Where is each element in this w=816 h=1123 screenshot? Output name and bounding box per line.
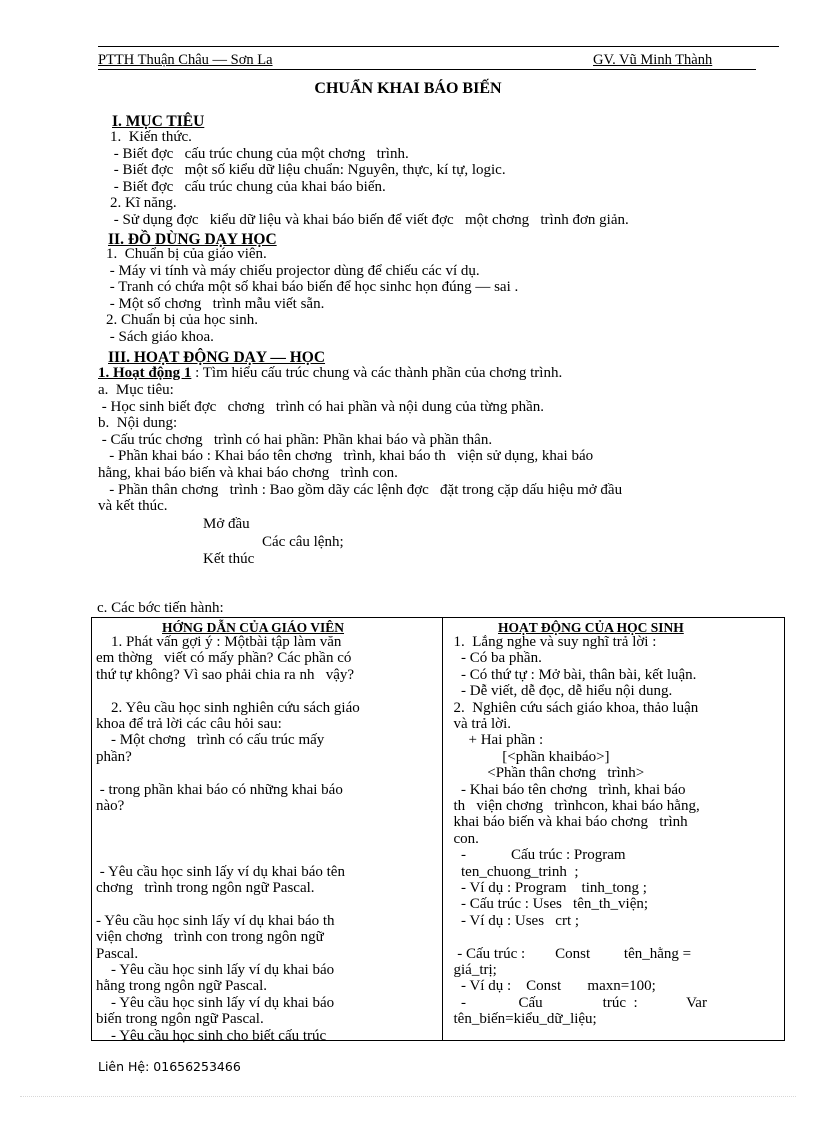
teacher-cell-line: phần? <box>96 748 132 765</box>
section-3-line: và kết thúc. <box>98 498 168 515</box>
section-2-line: - Sách giáo khoa. <box>106 329 214 345</box>
teacher-cell-line: chơng trình trong ngôn ngữ Pascal. <box>96 880 315 896</box>
teacher-cell-line: - Yêu cầu học sinh lấy ví dụ khai báo tên <box>96 863 345 880</box>
activity-1-line <box>98 365 562 382</box>
student-cell-line: 2. Nghiên cứu sách giáo khoa, thảo luận <box>446 699 699 716</box>
teacher-cell-line: - Yêu cầu học sinh cho biết cấu trúc <box>96 1027 327 1044</box>
student-cell-line: - Khai báo tên chơng trình, khai báo <box>446 781 686 798</box>
student-cell-line: - Cấu trúc : Var <box>446 994 707 1011</box>
student-cell-line: + Hai phần : <box>446 732 544 749</box>
table-column-divider <box>442 618 443 1040</box>
student-cell-line: [<phần khaibáo>] <box>446 748 610 765</box>
section-2-heading: II. ĐỒ DÙNG DẠY HỌC <box>108 231 277 248</box>
teacher-cell-line: - Yêu cầu học sinh lấy ví dụ khai báo <box>96 994 335 1011</box>
student-cell-line: giá_trị; <box>446 962 497 978</box>
teacher-cell-line: - Một chơng trình có cấu trúc mấy <box>96 732 325 749</box>
student-cell-line: và trả lời. <box>446 716 511 732</box>
teacher-cell-line: viện chơng trình con trong ngôn ngữ <box>96 929 324 946</box>
steps-heading: c. Các bớc tiến hành: <box>97 600 224 616</box>
header-bottom-rule <box>98 69 756 70</box>
section-1-line: - Biết đợc cấu trúc chung của khai báo biến. <box>110 178 386 195</box>
section-1-line: - Biết đợc cấu trúc chung của một chơng trình. <box>110 145 409 162</box>
section-3-line: b. Nội dung: <box>98 415 178 432</box>
teacher-cell-line: Pascal. <box>96 945 139 962</box>
section-2-line: - Máy vi tính và máy chiếu projector dùng để chiếu các ví dụ. <box>106 262 480 279</box>
section-3-heading: III. HOẠT ĐỘNG DẠY — HỌC <box>108 349 326 366</box>
teacher-cell-line: biến trong ngôn ngữ Pascal. <box>96 1011 264 1028</box>
student-cell-line: ten_chuong_trinh ; <box>446 863 579 880</box>
footer-contact: Liên Hệ: 01656253466 <box>98 1059 241 1074</box>
student-cell-line: th viện chơng trìnhcon, khai báo hằng, <box>446 798 700 814</box>
section-3-line: - Phần thân chơng trình : Bao gồm dãy các lệnh đợc đặt trong cặp dấu hiệu mở đầu <box>98 481 623 498</box>
activity-1-label: 1. Hoạt động 1 <box>98 365 192 381</box>
teacher-cell-line: - trong phần khai báo có những khai báo <box>96 781 343 798</box>
student-cell-line: 1. Lắng nghe và suy nghĩ trả lời : <box>446 634 657 650</box>
section-2-line: - Một số chơng trình mẫu viết sẵn. <box>106 295 325 312</box>
student-cell-line: - Ví dụ : Uses crt ; <box>446 912 580 929</box>
section-2-line: - Tranh có chứa một số khai báo biến để học sinhc họn đúng — sai . <box>106 279 519 296</box>
section-2-line: 1. Chuẩn bị của giáo viên. <box>106 246 267 262</box>
section-3-line: - Cấu trúc chơng trình có hai phần: Phần khai báo và phần thân. <box>98 431 493 448</box>
section-3-line: a. Mục tiêu: <box>98 382 174 398</box>
student-cell-line: - Có ba phần. <box>446 650 542 667</box>
teacher-column-header: HỚNG DẪN CỦA GIÁO VIÊN <box>162 620 345 635</box>
teacher-cell-line: - Yêu cầu học sinh lấy ví dụ khai báo <box>96 962 335 978</box>
section-1-heading: I. MỤC TIÊU <box>112 113 205 130</box>
student-cell-line: tên_biến=kiểu_dữ_liệu; <box>446 1011 597 1028</box>
section-3-line: - Học sinh biết đợc chơng trình có hai phần và nội dung của từng phần. <box>98 398 544 415</box>
student-cell-line: - Ví dụ : Program tinh_tong ; <box>446 880 647 896</box>
code-body: Các câu lệnh; <box>262 534 344 550</box>
section-1-line: 2. Kĩ năng. <box>110 195 177 212</box>
header-top-rule <box>98 46 779 47</box>
student-cell-line: - Cấu trúc : Program <box>446 847 626 864</box>
teacher-cell-line: 2. Yêu cầu học sinh nghiên cứu sách giáo <box>96 699 360 716</box>
teacher-cell-line: hằng trong ngôn ngữ Pascal. <box>96 978 268 995</box>
teacher-cell-line: 1. Phát vấn gợi ý : Mộtbài tập làm văn <box>96 634 342 650</box>
section-1-line: - Biết đợc một số kiểu dữ liệu chuẩn: Nguyên, thực, kí tự, logic. <box>110 162 506 179</box>
student-cell-line: con. <box>446 830 479 847</box>
activity-1-text: : Tìm hiểu cấu trúc chung và các thành phần của chơng trình. <box>191 365 563 381</box>
section-1-line: 1. Kiến thức. <box>110 129 192 145</box>
code-open: Mở đầu <box>203 516 250 532</box>
teacher-cell-line: em thờng viết có mấy phần? Các phần có <box>96 650 352 667</box>
header-teacher: GV. Vũ Minh Thành <box>593 52 713 68</box>
student-cell-line: - Cấu trúc : Uses tên_th_viện; <box>446 896 649 913</box>
section-2-line: 2. Chuẩn bị của học sinh. <box>106 312 259 329</box>
student-cell-line: - Dễ viết, dễ đọc, dễ hiểu nội dung. <box>446 683 673 700</box>
code-close: Kết thúc <box>203 551 255 567</box>
page-title: CHUẨN KHAI BÁO BIẾN <box>314 80 502 97</box>
student-cell-line: - Có thứ tự : Mở bài, thân bài, kết luận. <box>446 666 697 683</box>
student-cell-line: - Ví dụ : Const maxn=100; <box>446 978 656 995</box>
student-cell-line: <Phần thân chơng trình> <box>446 765 645 782</box>
student-cell-line: khai báo biến và khai báo chơng trình <box>446 814 688 831</box>
section-1-line: - Sử dụng đợc kiểu dữ liệu và khai báo biến để viết đợc một chơng trình đơn giản. <box>110 212 629 228</box>
student-cell-line: - Cấu trúc : Const tên_hằng = <box>446 945 692 962</box>
section-3-line: hằng, khai báo biến và khai báo chơng trình con. <box>98 465 398 481</box>
section-3-line: - Phần khai báo : Khai báo tên chơng trình, khai báo th viện sử dụng, khai báo <box>98 448 594 465</box>
teacher-cell-line: nào? <box>96 798 125 814</box>
teacher-cell-line: - Yêu cầu học sinh lấy ví dụ khai báo th <box>96 912 335 929</box>
page-bottom-dots <box>20 1096 796 1097</box>
teacher-cell-line: khoa để trả lời các câu hỏi sau: <box>96 716 282 732</box>
header-school: PTTH Thuận Châu — Sơn La <box>98 52 273 68</box>
student-column-header: HOẠT ĐỘNG CỦA HỌC SINH <box>498 620 684 635</box>
activity-table <box>91 617 785 1044</box>
teacher-cell-line: thứ tự không? Vì sao phải chia ra nh vậy? <box>96 666 355 683</box>
